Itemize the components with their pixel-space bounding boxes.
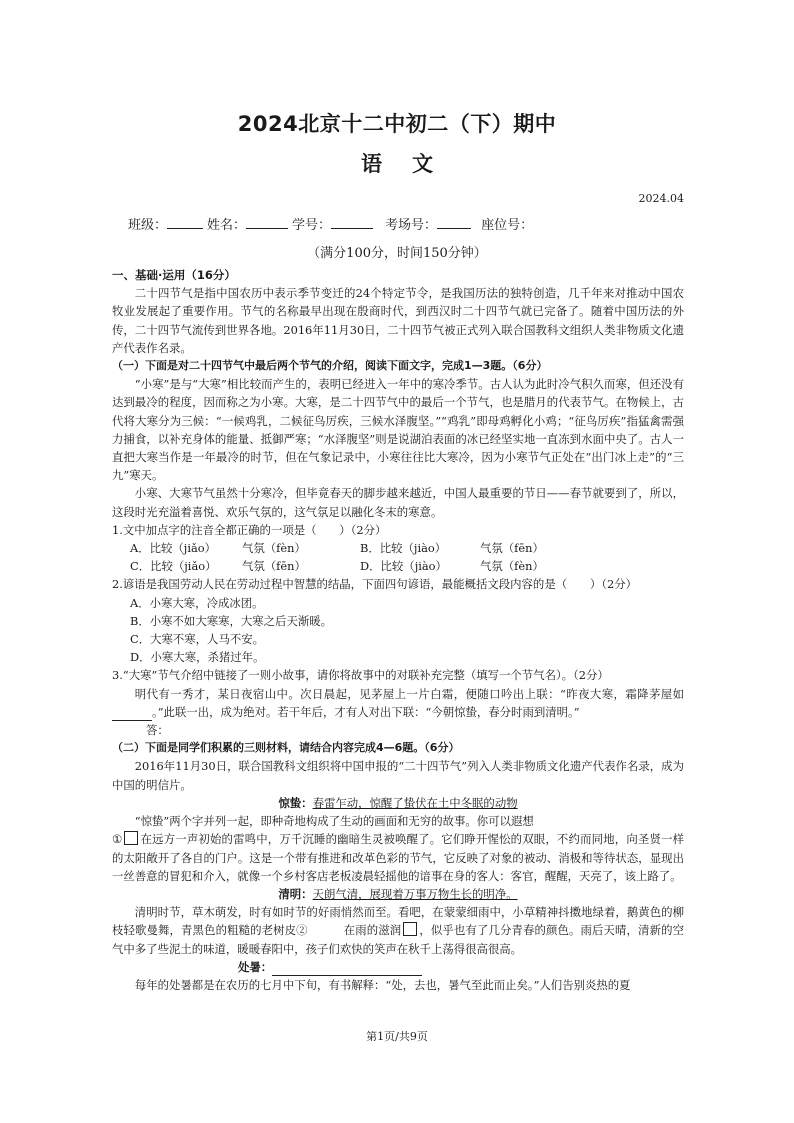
option-d-word2: 气氛（fèn）	[480, 559, 544, 574]
question-1-stem: 1.文中加点字的注音全都正确的一项是（ ）（2分）	[112, 522, 387, 537]
story-part-a: 明代有一秀才，某日夜宿山中。次日晨起，见茅屋上一片白霜，便随口吟出上联：“昨夜大寒，霜降茅屋如	[134, 686, 684, 701]
option-a-word[interactable]: A．比较（jiǎo）	[130, 541, 217, 556]
field-room-blank[interactable]	[437, 214, 471, 229]
field-class-blank[interactable]	[167, 214, 203, 229]
qingming-subtitle: 天朗气清，展现着万事万物生长的明净。	[312, 886, 518, 901]
question-3-story	[112, 685, 684, 721]
part-heading: （一）下面是对二十四节气中最后两个节气的介绍，阅读下面文字，完成1—3题。（6分）	[112, 359, 548, 373]
option-b-word2: 气氛（fēn）	[480, 541, 544, 556]
exam-title: 2024北京十二中初二（下）期中	[237, 112, 557, 136]
question-2-stem: 2.谚语是我国劳动人民在劳动过程中智慧的结晶，下面四句谚语，最能概括文段内容的是（ ）（2分）	[112, 577, 637, 592]
story-part-b: 。”此联一出，成为绝对。若干年后，才有人对出下联：“今朝惊蛰，春分时雨到清明。”	[152, 704, 580, 719]
jingzhe-subtitle: 春雷乍动，惊醒了蛰伏在土中冬眠的动物	[312, 795, 518, 810]
page-footer: 第1页/共9页	[366, 1030, 428, 1043]
qingming-title	[112, 885, 684, 903]
answer-label: 答：	[146, 723, 169, 738]
chushu-blank[interactable]	[272, 963, 422, 976]
exam-content	[112, 266, 684, 994]
student-info-fields	[128, 214, 533, 233]
option-c[interactable]: C．大寒不寒，人马不安。	[130, 632, 265, 647]
question-1-options-row	[112, 557, 684, 575]
option-d[interactable]: D．小寒大寒，杀猪过年。	[130, 650, 265, 665]
section-heading: 一、基础·运用（16分）	[112, 268, 236, 282]
option-a[interactable]: A．小寒大寒，冷成冰团。	[130, 595, 264, 610]
passage-paragraph: 小寒、大寒节气虽然十分寒冷，但毕竟春天的脚步越来越近，中国人最重要的节日——春节就要到了，所以，这段时光充溢着喜悦、欢乐气氛的，这气氛足以融化冬末的寒意。	[112, 486, 684, 519]
answer-box-1[interactable]	[124, 831, 138, 845]
option-d-word[interactable]: D．比较（jiào）	[360, 559, 447, 574]
field-id-blank[interactable]	[331, 214, 373, 229]
couplet-blank[interactable]	[112, 708, 152, 721]
score-time-note: （满分100分，时间150分钟）	[307, 246, 487, 261]
option-b[interactable]: B．小寒不如大寒寒，大寒之后天渐暖。	[130, 613, 333, 628]
qingming-text-a: 清明时节，草木萌发，时有如时节的好雨悄然而至。看吧，在蒙蒙细雨中，小草精神抖擞地绿着，鹅黄色的柳枝轻歌曼舞，青黑色的粗糙的老树皮②	[112, 905, 684, 938]
field-name-blank[interactable]	[246, 214, 288, 229]
field-class-label: 班级：	[128, 218, 168, 233]
option-c-word2: 气氛（fēn）	[242, 559, 306, 574]
field-room-label: 考场号：	[385, 218, 438, 233]
qingming-paragraph	[112, 903, 684, 958]
option-a-word2: 气氛（fèn）	[242, 541, 306, 556]
section-intro: 2016年11月30日，联合国教科文组织将中国申报的“二十四节气”列入人类非物质文化遗产代表作名录，成为中国的明信片。	[112, 759, 684, 792]
passage-paragraph: “小寒”是与“大寒”相比较而产生的，表明已经进入一年中的寒冷季节。古人认为此时冷气积久而寒，但还没有达到最冷的程度，因而称之为小寒。大寒，是二十四节气中的最后一个节气，也是腊月的代表节气。在物候上，古代将大寒分为三候：“一候鸡乳，二候征鸟厉疾，三候水泽腹坚。”“鸡乳”即母鸡孵化小鸡；“征鸟厉疾”指猛禽需强力捕食，以补充身体的能量、抵御严寒；“水泽腹坚”则是说湖泊表面的冰已经坚实地一直冻到水面中央了。古人一直把大寒当作是一年最冷的时节，但在气象记录中，小寒往往比大寒冷，因为小寒节气正处在“出门冰上走”的“三九”寒天。	[112, 377, 684, 483]
section-intro: 二十四节气是指中国农历中表示季节变迁的24个特定节令，是我国历法的独特创造，几千年来对推动中国农牧业发展起了重要作用。节气的名称最早出现在殷商时代，到西汉时二十四节气就已完备了。随着中国历法的外传，二十四节气流传到世界各地。2016年11月30日，二十四节气被正式列入联合国教科文组织人类非物质文化遗产代表作名录。	[112, 286, 684, 355]
field-seat-label: 座位号：	[481, 218, 534, 233]
question-3-stem: 3.“大寒”节气介绍中链接了一则小故事，请你将故事中的对联补充完整（填写一个节气名）。（2分）	[112, 668, 609, 683]
jingzhe-text: 在远方一声初始的雷鸣中，万千沉睡的幽暗生灵被唤醒了。它们睁开惺忪的双眼，不约而同地，向圣贤一样的太阳敞开了各自的门户。这是一个带有推进和改革色彩的节气，它反映了对象的被动、消极和等待状态，显现出一丝善意的冒犯和介入，就像一个乡村客店老板凌晨轻摇他的谙事在身的客人：客官，醒醒，天亮了，该上路了。	[112, 832, 684, 883]
exam-date: 2024.04	[638, 192, 684, 205]
chushu-paragraph: 每年的处暑都是在农历的七月中下旬，有书解释：“处，去也，暑气至此而止矣。”人们告别炎热的夏	[134, 977, 631, 992]
qingming-text-c: ，似乎也有了几分青春的颜色。雨后天晴，清新的空气中多了些泥土的味道，暖暖春阳中，孩子们欢快的笑声在秋千上荡得很高很高。	[112, 923, 684, 956]
option-c-word[interactable]: C．比较（jiǎo）	[130, 559, 217, 574]
field-name-label: 姓名：	[207, 218, 247, 233]
jingzhe-paragraph	[112, 830, 684, 885]
marker-1: ①	[112, 832, 123, 847]
subject-title: 语文	[361, 152, 463, 176]
chushu-label: 处暑：	[238, 959, 273, 974]
qingming-label: 清明：	[278, 886, 313, 901]
question-1-options-row	[112, 539, 684, 557]
option-b-word[interactable]: B．比较（jiào）	[360, 541, 447, 556]
part-heading: （二）下面是同学们积累的三则材料，请结合内容完成4—6题。（6分）	[112, 741, 460, 755]
field-id-label: 学号：	[292, 218, 332, 233]
answer-line	[112, 721, 684, 739]
answer-box-2[interactable]	[403, 922, 417, 936]
question-2-options	[112, 594, 684, 667]
jingzhe-paragraph: “惊蛰”两个字并列一起，即种奇地构成了生动的画面和无穷的故事。你可以遐想	[134, 814, 534, 829]
chushu-title	[112, 958, 684, 976]
jingzhe-label: 惊蛰：	[278, 795, 313, 810]
qingming-text-b: 在雨的滋润	[343, 923, 402, 938]
jingzhe-title	[112, 794, 684, 812]
